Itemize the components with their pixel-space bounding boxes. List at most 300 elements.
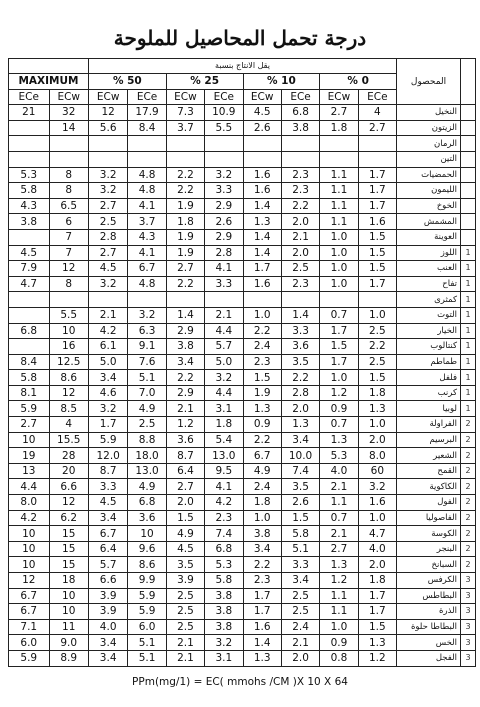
row-index-cell: 3 (461, 650, 476, 666)
row-index-cell: 1 (461, 323, 476, 339)
p0-ece-cell: 1.7 (358, 167, 396, 183)
max-ecw-cell: 12 (49, 261, 88, 277)
p0-ecw-cell: 1.7 (320, 354, 358, 370)
p0-ecw-cell: 2.7 (320, 105, 358, 121)
p25-ecw-cell (166, 151, 204, 167)
p0-ece-cell: 2.7 (358, 120, 396, 136)
p0-ece-cell: 1.5 (358, 261, 396, 277)
p10-ecw-cell: 1.3 (243, 650, 281, 666)
p25-ece-cell: 2.9 (205, 198, 243, 214)
p25-ece-cell: 10.9 (205, 105, 243, 121)
p50-ecw-cell: 2.7 (88, 245, 127, 261)
p0-ecw-cell (320, 292, 358, 308)
p50-ecw-cell: 8.7 (88, 463, 127, 479)
p0-ece-cell: 1.7 (358, 183, 396, 199)
max-ece-cell: 10 (9, 526, 50, 542)
max-ece-cell: 10 (9, 541, 50, 557)
p10-ecw-cell: 1.4 (243, 245, 281, 261)
table-row (9, 167, 476, 183)
p50-ece-cell: 17.9 (128, 105, 166, 121)
row-index-cell: 3 (461, 588, 476, 604)
table-row (9, 136, 476, 152)
table-row (9, 245, 476, 261)
p25-ecw-cell: 1.9 (166, 229, 204, 245)
p10-ece-cell (281, 292, 319, 308)
p50-ece-cell: 4.1 (128, 198, 166, 214)
p25-ece-cell: 3.8 (205, 588, 243, 604)
crop-name-cell: الخس (397, 635, 461, 651)
p10-ecw-cell: 1.3 (243, 214, 281, 230)
p25-ecw-cell: 2.5 (166, 588, 204, 604)
max-ece-cell: 3.8 (9, 214, 50, 230)
max-ece-header: ECe (9, 89, 50, 105)
p25-ecw-cell: 3.4 (166, 354, 204, 370)
p0-ece-cell: 1.6 (358, 214, 396, 230)
max-ece-cell: 5.3 (9, 167, 50, 183)
p0-ece-cell: 3.2 (358, 479, 396, 495)
crop-name-cell: الذرة (397, 604, 461, 620)
p0-ece-cell: 2.2 (358, 339, 396, 355)
p0-ece-cell (358, 136, 396, 152)
max-ece-cell (9, 136, 50, 152)
p50-ecw-cell: 3.4 (88, 370, 127, 386)
max-ece-cell: 6.0 (9, 635, 50, 651)
p0-ecw-cell: 1.2 (320, 573, 358, 589)
p0-ece-cell: 1.5 (358, 229, 396, 245)
p25-ece-cell: 3.2 (205, 635, 243, 651)
p10-ecw-cell (243, 151, 281, 167)
p25-ece-cell: 3.1 (205, 401, 243, 417)
crop-name-cell: الفول (397, 495, 461, 511)
table-row (9, 323, 476, 339)
crop-name-cell: الفراولة (397, 417, 461, 433)
p10-ece-cell: 2.2 (281, 370, 319, 386)
p50-ece-cell: 5.9 (128, 588, 166, 604)
table-row (9, 105, 476, 121)
crop-name-cell: الخيار (397, 323, 461, 339)
p0-ecw-cell: 1.0 (320, 370, 358, 386)
p50-ecw-cell: 3.4 (88, 635, 127, 651)
p50-ecw-cell (88, 292, 127, 308)
p10-ece-cell: 2.1 (281, 229, 319, 245)
row-index-cell (461, 229, 476, 245)
p0-ecw-cell: 0.7 (320, 307, 358, 323)
max-ece-cell: 4.7 (9, 276, 50, 292)
p10-ecw-cell: 1.0 (243, 307, 281, 323)
p0-ece-cell: 1.8 (358, 385, 396, 401)
max-ece-cell: 7.1 (9, 619, 50, 635)
p50-ecw-cell: 3.4 (88, 510, 127, 526)
p50-ecw-cell: 3.4 (88, 650, 127, 666)
p25-ecw-cell: 2.9 (166, 323, 204, 339)
p10-ecw-cell: 2.2 (243, 432, 281, 448)
p25-ece-cell: 3.3 (205, 183, 243, 199)
max-ece-cell (9, 229, 50, 245)
p0-ece-cell: 1.3 (358, 401, 396, 417)
max-ece-cell: 2.7 (9, 417, 50, 433)
row-index-cell: 2 (461, 526, 476, 542)
p0-ecw-cell: 1.1 (320, 604, 358, 620)
max-ece-cell (9, 151, 50, 167)
p50-ece-cell: 5.1 (128, 650, 166, 666)
p10-ecw-cell: 0.9 (243, 417, 281, 433)
crop-name-cell: تفاح (397, 276, 461, 292)
crop-name-cell: القمح (397, 463, 461, 479)
table-row (9, 120, 476, 136)
p0-ecw-cell: 1.0 (320, 261, 358, 277)
p0-ecw-cell: 1.5 (320, 339, 358, 355)
p10-ece-cell: 1.3 (281, 417, 319, 433)
table-row (9, 604, 476, 620)
p10-ece-cell: 1.5 (281, 510, 319, 526)
p50-ecw-cell: 3.9 (88, 588, 127, 604)
p10-ecw-cell: 1.7 (243, 604, 281, 620)
max-ecw-cell: 6 (49, 214, 88, 230)
max-ecw-cell: 5.5 (49, 307, 88, 323)
crop-name-cell: التوت (397, 307, 461, 323)
p25-ece-cell: 3.2 (205, 167, 243, 183)
p0-ece-cell: 1.7 (358, 198, 396, 214)
p50-ece-cell: 3.7 (128, 214, 166, 230)
table-row (9, 339, 476, 355)
max-ece-cell: 8.1 (9, 385, 50, 401)
p50-ecw-cell: 4.5 (88, 261, 127, 277)
p25-ece-cell (205, 292, 243, 308)
p0-ecw-cell: 0.8 (320, 650, 358, 666)
p50-ece-cell (128, 292, 166, 308)
row-index-cell: 3 (461, 635, 476, 651)
table-row (9, 573, 476, 589)
p10-ecw-cell: 2.2 (243, 323, 281, 339)
row-index-cell: 1 (461, 261, 476, 277)
row-index-cell: 1 (461, 307, 476, 323)
p10-ecw-cell (243, 136, 281, 152)
crop-name-cell: البطاطس (397, 588, 461, 604)
table-row (9, 526, 476, 542)
row-index-cell (461, 105, 476, 121)
p50-ecw-cell: 6.1 (88, 339, 127, 355)
crop-name-cell: كمثرى (397, 292, 461, 308)
p10-ece-cell (281, 136, 319, 152)
p25-ece-cell (205, 136, 243, 152)
row-index-cell: 2 (461, 510, 476, 526)
row-index-cell: 2 (461, 495, 476, 511)
p0-ecw-cell: 1.1 (320, 214, 358, 230)
crop-name-cell: الشعير (397, 448, 461, 464)
p0-ecw-cell: 1.1 (320, 588, 358, 604)
row-index-cell: 2 (461, 479, 476, 495)
p25-ece-header: ECe (205, 89, 243, 105)
p0-ece-cell: 4 (358, 105, 396, 121)
p50-ece-cell: 4.8 (128, 276, 166, 292)
p0-ecw-cell: 1.0 (320, 276, 358, 292)
crop-name-cell: الزيتون (397, 120, 461, 136)
p25-ece-cell: 2.8 (205, 245, 243, 261)
crop-name-cell: الليمون (397, 183, 461, 199)
row-index-cell: 2 (461, 541, 476, 557)
p25-ece-cell: 13.0 (205, 448, 243, 464)
p10-ecw-cell: 1.0 (243, 510, 281, 526)
p0-ecw-header: ECw (320, 89, 358, 105)
p25-ecw-cell: 3.6 (166, 432, 204, 448)
table-row (9, 229, 476, 245)
p25-ece-cell: 5.4 (205, 432, 243, 448)
p50-ecw-cell: 3.2 (88, 167, 127, 183)
table-row (9, 619, 476, 635)
p0-ece-cell: 4.0 (358, 541, 396, 557)
p50-ece-cell: 7.0 (128, 385, 166, 401)
row-index-cell: 1 (461, 385, 476, 401)
crop-name-cell: لوبيا (397, 401, 461, 417)
p10-ece-cell: 3.8 (281, 120, 319, 136)
p0-ece-cell (358, 151, 396, 167)
p10-ecw-cell: 6.7 (243, 448, 281, 464)
max-ecw-cell: 9.0 (49, 635, 88, 651)
max-ecw-cell: 12 (49, 385, 88, 401)
p10-ece-cell: 1.4 (281, 307, 319, 323)
max-ece-cell: 10 (9, 557, 50, 573)
table-row (9, 635, 476, 651)
p25-ece-cell: 5.3 (205, 557, 243, 573)
p25-ece-cell: 5.0 (205, 354, 243, 370)
max-ece-cell (9, 120, 50, 136)
p25-ecw-cell: 3.8 (166, 339, 204, 355)
p25-ece-cell: 5.8 (205, 573, 243, 589)
p0-ecw-cell: 1.1 (320, 167, 358, 183)
max-ece-cell: 5.8 (9, 183, 50, 199)
p50-ecw-cell: 5.7 (88, 557, 127, 573)
table-row (9, 214, 476, 230)
p10-ece-cell: 2.8 (281, 385, 319, 401)
p0-ecw-cell: 1.1 (320, 495, 358, 511)
p10-ece-cell: 2.2 (281, 198, 319, 214)
p50-ece-cell: 10 (128, 526, 166, 542)
p0-ece-cell: 8.0 (358, 448, 396, 464)
table-row (9, 510, 476, 526)
p0-ecw-cell (320, 136, 358, 152)
p50-ece-cell (128, 151, 166, 167)
p10-ece-cell: 2.5 (281, 604, 319, 620)
p0-ecw-cell: 1.2 (320, 385, 358, 401)
table-row (9, 292, 476, 308)
p50-ece-cell: 5.9 (128, 604, 166, 620)
crop-name-cell: المشمش (397, 214, 461, 230)
max-ece-cell: 13 (9, 463, 50, 479)
p10-ece-cell: 7.4 (281, 463, 319, 479)
crop-name-cell: الحمضيات (397, 167, 461, 183)
p0-ece-header: ECe (358, 89, 396, 105)
crop-name-cell: البنجر (397, 541, 461, 557)
max-ecw-cell: 6.6 (49, 479, 88, 495)
p25-ece-cell: 1.8 (205, 417, 243, 433)
page-title: درجة تحمل المحاصيل للملوحة (113, 26, 367, 50)
p10-ece-header: ECe (281, 89, 319, 105)
p0-ecw-cell: 1.3 (320, 557, 358, 573)
p0-ecw-cell: 0.9 (320, 401, 358, 417)
crop-name-cell: البرسيم (397, 432, 461, 448)
p0-ece-cell: 2.5 (358, 323, 396, 339)
row-index-cell: 2 (461, 463, 476, 479)
p10-ecw-cell: 1.6 (243, 619, 281, 635)
row-index-cell (461, 198, 476, 214)
p50-ece-cell: 3.2 (128, 307, 166, 323)
table-row (9, 385, 476, 401)
p25-ecw-cell (166, 292, 204, 308)
p25-ecw-cell: 2.1 (166, 401, 204, 417)
p25-ecw-cell: 2.5 (166, 604, 204, 620)
p10-ece-cell: 2.3 (281, 167, 319, 183)
max-ecw-cell: 8 (49, 183, 88, 199)
table-row (9, 588, 476, 604)
p25-ecw-cell: 3.7 (166, 120, 204, 136)
max-ece-cell: 12 (9, 573, 50, 589)
max-ecw-cell: 15 (49, 557, 88, 573)
p0-ece-cell: 1.2 (358, 650, 396, 666)
max-ecw-cell: 8.5 (49, 401, 88, 417)
max-ecw-cell: 10 (49, 588, 88, 604)
p25-ecw-cell: 6.4 (166, 463, 204, 479)
max-ece-cell: 6.8 (9, 323, 50, 339)
p25-ecw-cell: 2.1 (166, 650, 204, 666)
p50-ece-cell: 4.3 (128, 229, 166, 245)
max-ecw-cell: 14 (49, 120, 88, 136)
p10-ecw-cell: 3.4 (243, 541, 281, 557)
table-row (9, 650, 476, 666)
crop-name-cell: طماطم (397, 354, 461, 370)
p0-ecw-cell: 1.0 (320, 229, 358, 245)
table-row (9, 448, 476, 464)
p10-ece-cell: 2.4 (281, 619, 319, 635)
crop-header: المحصول (397, 59, 461, 105)
p10-ece-cell: 3.5 (281, 354, 319, 370)
row-index-cell: 3 (461, 619, 476, 635)
p50-ecw-cell: 3.9 (88, 604, 127, 620)
p25-ecw-cell: 2.2 (166, 370, 204, 386)
row-index-cell: 2 (461, 417, 476, 433)
index-header (461, 59, 476, 105)
p10-ece-cell: 6.8 (281, 105, 319, 121)
p0-ece-cell: 2.0 (358, 557, 396, 573)
max-ecw-cell: 7 (49, 245, 88, 261)
p10-ece-cell: 2.5 (281, 588, 319, 604)
table-row (9, 198, 476, 214)
p25-ecw-cell: 4.9 (166, 526, 204, 542)
max-ecw-cell: 32 (49, 105, 88, 121)
maximum-header: MAXIMUM (9, 74, 89, 90)
p25-ece-cell: 2.3 (205, 510, 243, 526)
p0-ecw-cell: 1.1 (320, 198, 358, 214)
max-ece-cell (9, 307, 50, 323)
max-ecw-cell: 28 (49, 448, 88, 464)
crop-name-cell: الكاكوية (397, 479, 461, 495)
p25-ecw-header: ECw (166, 89, 204, 105)
p50-ecw-cell: 12 (88, 105, 127, 121)
p50-ece-cell: 4.8 (128, 167, 166, 183)
p50-ecw-cell: 2.1 (88, 307, 127, 323)
table-row (9, 183, 476, 199)
p10-ecw-cell: 2.2 (243, 557, 281, 573)
p50-ecw-cell: 1.7 (88, 417, 127, 433)
max-ece-cell: 6.7 (9, 604, 50, 620)
p50-ece-cell: 4.9 (128, 479, 166, 495)
p10-ecw-cell: 1.6 (243, 183, 281, 199)
max-ece-cell (9, 339, 50, 355)
p25-ece-cell: 6.8 (205, 541, 243, 557)
p0-ecw-cell: 4.0 (320, 463, 358, 479)
p50-ecw-cell: 5.0 (88, 354, 127, 370)
max-ecw-cell: 4 (49, 417, 88, 433)
max-ecw-cell: 10 (49, 323, 88, 339)
p10-ece-cell: 3.4 (281, 573, 319, 589)
p25-ecw-cell: 3.5 (166, 557, 204, 573)
crop-name-cell: العوينة (397, 229, 461, 245)
p25-ece-cell: 9.5 (205, 463, 243, 479)
p10-ece-cell: 3.4 (281, 432, 319, 448)
p25-ece-cell: 3.3 (205, 276, 243, 292)
table-row (9, 417, 476, 433)
max-ece-cell: 8.0 (9, 495, 50, 511)
crop-name-cell: البطاطا حلوة (397, 619, 461, 635)
crop-name-cell: كنتالوب (397, 339, 461, 355)
p50-ecw-cell: 4.5 (88, 495, 127, 511)
row-index-cell: 1 (461, 245, 476, 261)
header-blank-cell (9, 59, 89, 74)
p10-ecw-cell: 1.7 (243, 588, 281, 604)
max-ecw-cell (49, 136, 88, 152)
p10-ece-cell: 2.1 (281, 635, 319, 651)
row-index-cell: 2 (461, 557, 476, 573)
p10-ece-cell: 2.6 (281, 495, 319, 511)
p10-ece-cell: 3.3 (281, 323, 319, 339)
max-ecw-cell: 8.9 (49, 650, 88, 666)
p25-ecw-cell: 4.5 (166, 541, 204, 557)
p50-ece-cell: 9.6 (128, 541, 166, 557)
max-ecw-cell: 11 (49, 619, 88, 635)
p50-ecw-cell: 4.6 (88, 385, 127, 401)
p50-ece-cell: 5.1 (128, 635, 166, 651)
max-ecw-cell: 10 (49, 604, 88, 620)
max-ece-cell: 4.2 (9, 510, 50, 526)
p25-ecw-cell: 2.2 (166, 276, 204, 292)
p0-ecw-cell: 0.9 (320, 635, 358, 651)
row-index-cell: 1 (461, 354, 476, 370)
p10-ece-cell: 2.5 (281, 261, 319, 277)
p50-ecw-cell: 3.2 (88, 183, 127, 199)
p0-ecw-cell: 1.8 (320, 120, 358, 136)
ppm-formula: PPm(mg/1) = EC( mmohs /CM )X 10 X 64 (132, 676, 348, 688)
p0-ece-cell (358, 292, 396, 308)
p50-ecw-cell: 3.2 (88, 276, 127, 292)
p0-ecw-cell: 1.7 (320, 323, 358, 339)
p50-ecw-header: ECw (88, 89, 127, 105)
table-row (9, 307, 476, 323)
p25-ecw-cell: 2.9 (166, 385, 204, 401)
p10-ecw-cell: 1.4 (243, 229, 281, 245)
p10-ece-cell: 5.8 (281, 526, 319, 542)
p50-ece-cell: 4.8 (128, 183, 166, 199)
pct10-header: % 10 (243, 74, 320, 90)
p25-ece-cell: 4.2 (205, 495, 243, 511)
max-ece-cell: 5.8 (9, 370, 50, 386)
row-index-cell: 1 (461, 339, 476, 355)
p0-ece-cell: 1.5 (358, 370, 396, 386)
pct50-header: % 50 (88, 74, 166, 90)
p25-ece-cell: 2.9 (205, 229, 243, 245)
p10-ecw-cell: 1.9 (243, 385, 281, 401)
p10-ece-cell: 2.3 (281, 276, 319, 292)
p10-ece-cell (281, 151, 319, 167)
p50-ece-cell: 7.6 (128, 354, 166, 370)
